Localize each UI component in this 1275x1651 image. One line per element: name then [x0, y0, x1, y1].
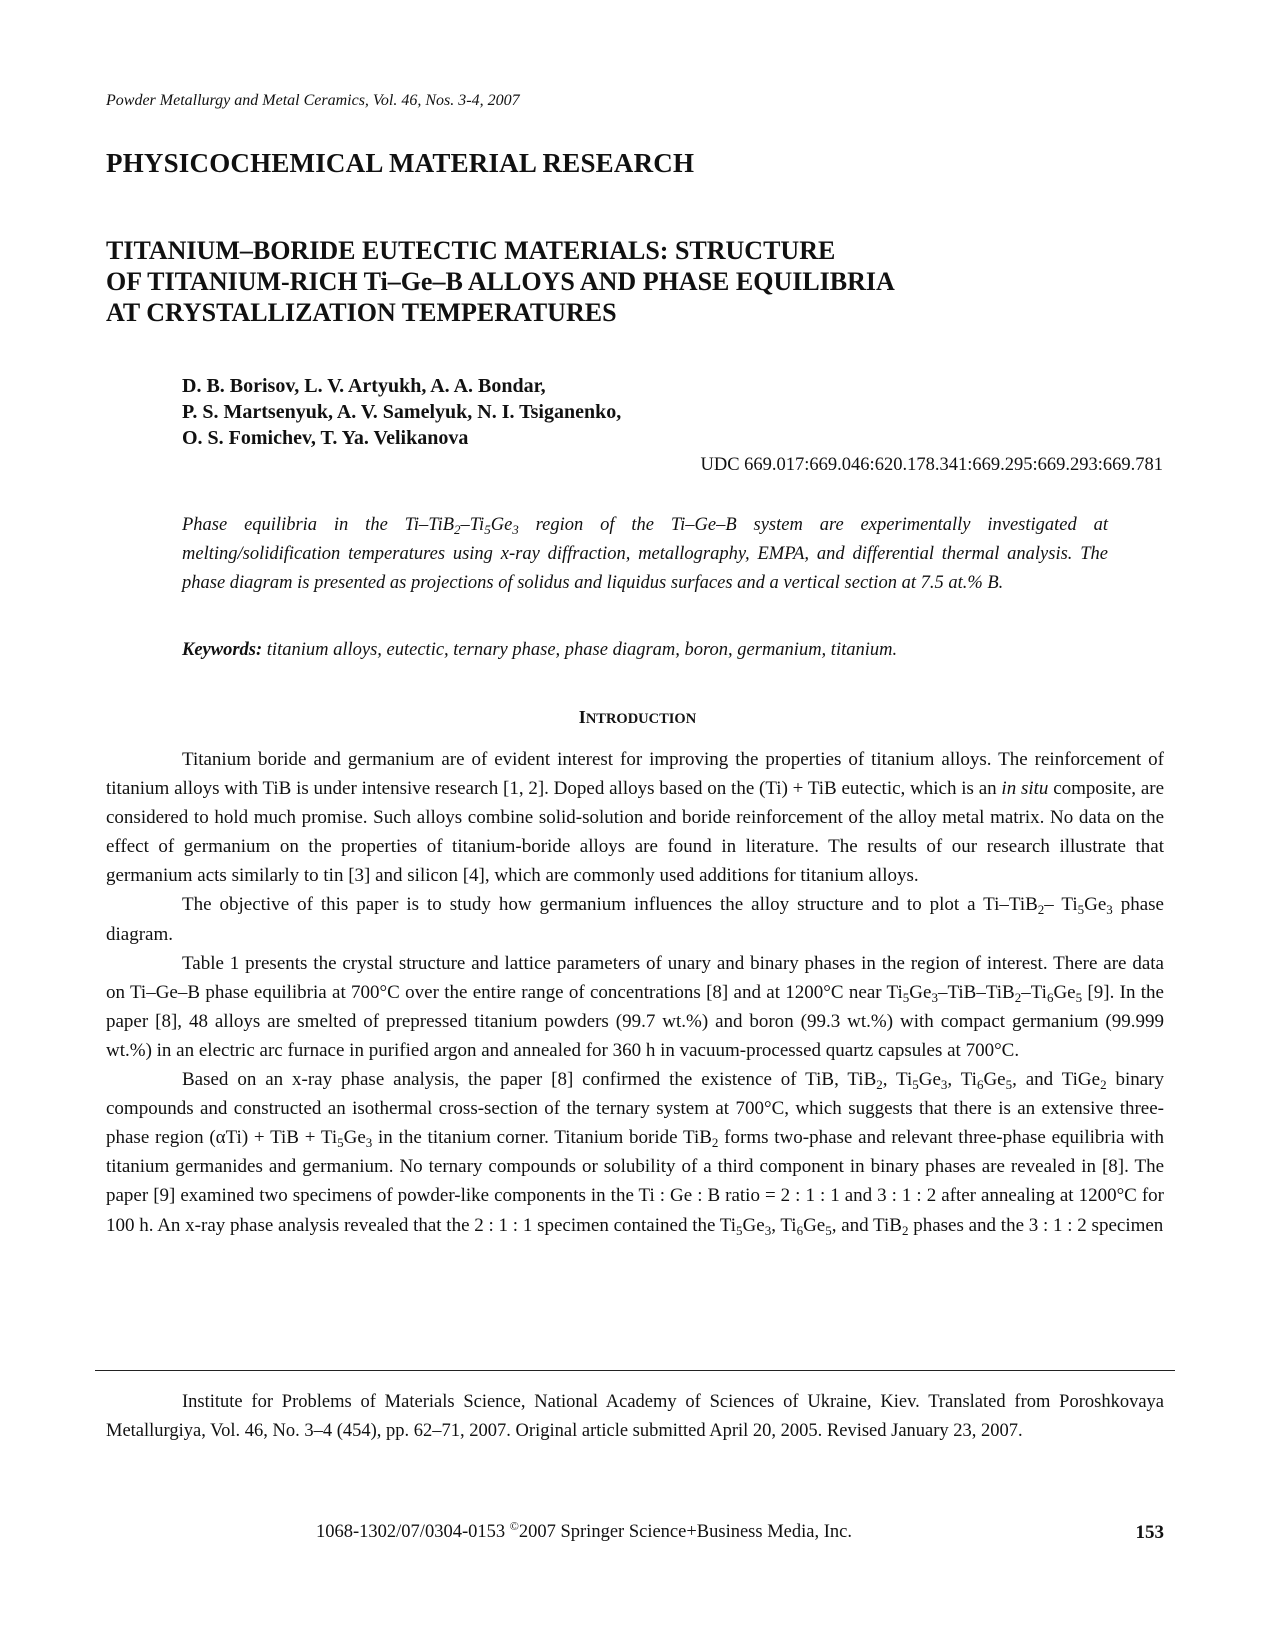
paragraph-text: [9]. In the paper [8], 48 alloys are smelted of prepressed titanium powders (99.7 wt.%) and boron (99.3 wt.%) with compact germanium (99.999 wt.%) in an electric arc furnace in purified argon and annealed for 360 h in vacuum-processed quartz capsules at 700°C. — [106, 981, 1164, 1061]
paragraph-text: –TiB–TiB — [937, 981, 1015, 1003]
subscript: 5 — [1075, 989, 1083, 1005]
paragraph — [106, 745, 1164, 890]
page-footer — [316, 1519, 852, 1543]
subscript: 5 — [912, 1077, 919, 1093]
subscript: 3 — [1106, 902, 1113, 918]
doc-id: 1068-1302/07/0304-0153 — [316, 1522, 510, 1542]
author-list — [182, 373, 621, 451]
heading-cap: I — [578, 707, 586, 727]
subscript: 3 — [512, 522, 519, 537]
subscript: 5 — [1077, 902, 1085, 918]
subscript: 5 — [337, 1135, 344, 1151]
udc-code: UDC 669.017:669.046:620.178.341:669.295:669.293:669.781 — [700, 455, 1163, 475]
subscript: 3 — [940, 1077, 948, 1093]
keywords — [182, 640, 1122, 661]
subscript: 2 — [876, 1077, 883, 1093]
keywords-text: titanium alloys, eutectic, ternary phase, phase diagram, boron, germanium, titanium. — [262, 640, 898, 660]
copyright-mark: © — [509, 1519, 519, 1533]
paragraph — [106, 949, 1164, 1065]
paragraph-text: , and TiB — [831, 1214, 902, 1236]
subscript: 5 — [825, 1222, 832, 1238]
paragraph-text: phase diagram. — [106, 894, 1164, 945]
abstract-text: Ge — [490, 515, 513, 535]
subscript: 3 — [931, 989, 938, 1005]
footnote-text: Institute for Problems of Materials Science, National Academy of Sciences of Ukraine, Kiev. Translated from Poroshkovaya Metallurgiya, Vol. 46, No. 3–4 (454), pp. 62–71, 2007. Original article submitted April 20, 2005. Revised January 23, 2007. — [106, 1392, 1164, 1441]
heading-rest: NTRODUCTION — [585, 711, 697, 727]
subscript: 2 — [1037, 902, 1045, 918]
italic-term: in situ — [1001, 778, 1049, 800]
introduction-heading — [0, 707, 1275, 728]
abstract-text: region of the Ti–Ge–B system are experimentally investigated at melting/solidification temperatures using x-ray diffraction, metallography, EMPA, and differential thermal analysis. The phase diagram is presented as projections of solidus and liquidus surfaces and a vertical section at 7.5 at.% B. — [182, 515, 1109, 593]
subscript: 6 — [1046, 989, 1054, 1005]
page-number: 153 — [1135, 1522, 1164, 1543]
keywords-label: Keywords: — [182, 640, 263, 660]
subscript: 2 — [454, 522, 461, 537]
publisher: 2007 Springer Science+Business Media, Inc. — [518, 1522, 852, 1542]
subscript: 2 — [1100, 1077, 1107, 1093]
article-title — [106, 235, 1186, 328]
subscript: 2 — [711, 1135, 719, 1151]
title-line: OF TITANIUM-RICH Ti–Ge–B ALLOYS AND PHASE EQUILIBRIA — [106, 267, 895, 296]
paragraph-text: Table 1 presents the crystal structure and lattice parameters of unary and binary phases in the region of interest. There are data on Ti–Ge–B phase equilibria at 700°C over the entire range of concentrations [8] and at 1200°C near Ti — [106, 952, 1164, 1003]
title-line: AT CRYSTALLIZATION TEMPERATURES — [106, 298, 617, 327]
paragraph-text: – — [1044, 894, 1054, 916]
abstract-text: Phase equilibria in the Ti–TiB — [182, 515, 455, 535]
author-line: O. S. Fomichev, T. Ya. Velikanova — [182, 427, 469, 449]
paragraph — [106, 890, 1164, 948]
subscript: 2 — [1014, 989, 1022, 1005]
paragraph-text: in the titanium corner. Titanium boride TiB — [372, 1127, 712, 1149]
paragraph-text: Ge — [1084, 894, 1107, 916]
subscript: 6 — [796, 1222, 804, 1238]
paragraph-text: composite, are considered to hold much promise. Such alloys combine solid-solution and boride reinforcement of the alloy metal matrix. No data on the effect of germanium on the properties of titanium-boride alloys are found in literature. The results of our research illustrate that germanium acts similarly to tin [3] and silicon [4], which are commonly used additions for titanium alloys. — [106, 778, 1165, 887]
subscript: 5 — [484, 522, 491, 537]
journal-header: Powder Metallurgy and Metal Ceramics, Vol. 46, Nos. 3-4, 2007 — [106, 92, 520, 109]
paragraph-text: Ge — [1053, 981, 1076, 1003]
author-line: D. B. Borisov, L. V. Artyukh, A. A. Bondar, — [182, 375, 546, 397]
paragraph-text: Ge — [343, 1127, 366, 1149]
paragraph-text: phases and the 3 : 1 : 2 specimen — [908, 1214, 1164, 1236]
title-line: TITANIUM–BORIDE EUTECTIC MATERIALS: STRUCTURE — [106, 236, 836, 265]
paragraph-text: Titanium boride and germanium are of evident interest for improving the properties of titanium alloys. The reinforcement of titanium alloys with TiB is under intensive research [1, 2]. Doped alloys based on the (Ti) + TiB eutectic, which is an — [106, 749, 1164, 800]
subscript: 2 — [901, 1222, 909, 1238]
paragraph-text: , and TiGe — [1012, 1069, 1101, 1091]
author-line: P. S. Martsenyuk, A. V. Samelyuk, N. I. Tsiganenko, — [182, 401, 622, 423]
paragraph-text: , Ti — [947, 1069, 977, 1091]
paragraph-text: , Ti — [771, 1214, 797, 1236]
paragraph-text: Ge — [983, 1069, 1006, 1091]
section-heading: PHYSICOCHEMICAL MATERIAL RESEARCH — [106, 148, 695, 178]
paragraph-text: –Ti — [1021, 981, 1047, 1003]
paragraph-text: Ti — [1061, 894, 1078, 916]
subscript: 5 — [1005, 1077, 1013, 1093]
subscript: 5 — [902, 989, 910, 1005]
paragraph-text: Ge — [918, 1069, 941, 1091]
footnote-rule — [95, 1370, 1175, 1371]
abstract-text: –Ti — [460, 515, 485, 535]
subscript: 6 — [976, 1077, 984, 1093]
footnote — [106, 1388, 1164, 1446]
subscript: 3 — [764, 1222, 772, 1238]
body-text — [106, 745, 1164, 1240]
paragraph-text: The objective of this paper is to study how germanium influences the alloy structure and to plot a Ti–TiB — [182, 894, 1038, 916]
paragraph-text: Ge — [742, 1214, 765, 1236]
paragraph-text: forms two-phase and relevant three-phase equilibria with titanium germanides and germanium. No ternary compounds or solubility of a third component in binary phases are revealed in [8]. The paper [9] examined two specimens of powder-like components in the Ti : Ge : B ratio = 2 : 1 : 1 and 3 : 1 : 2 after annealing at 1200°C for 100 h. An x-ray phase analysis revealed that the 2 : 1 : 1 specimen contained the Ti — [106, 1127, 1164, 1236]
paragraph — [106, 1065, 1164, 1240]
paragraph-text: Ge — [909, 981, 932, 1003]
paragraph-text: , Ti — [882, 1069, 913, 1091]
subscript: 5 — [736, 1222, 743, 1238]
subscript: 3 — [365, 1135, 373, 1151]
paragraph-text: Based on an x-ray phase analysis, the paper [8] confirmed the existence of TiB, TiB — [182, 1069, 877, 1091]
paragraph-text: Ge — [803, 1214, 826, 1236]
paragraph-text: binary compounds and constructed an isothermal cross-section of the ternary system at 700°C, which suggests that there is an extensive three-phase region (αTi) + TiB + Ti — [106, 1069, 1165, 1149]
abstract — [182, 511, 1108, 598]
